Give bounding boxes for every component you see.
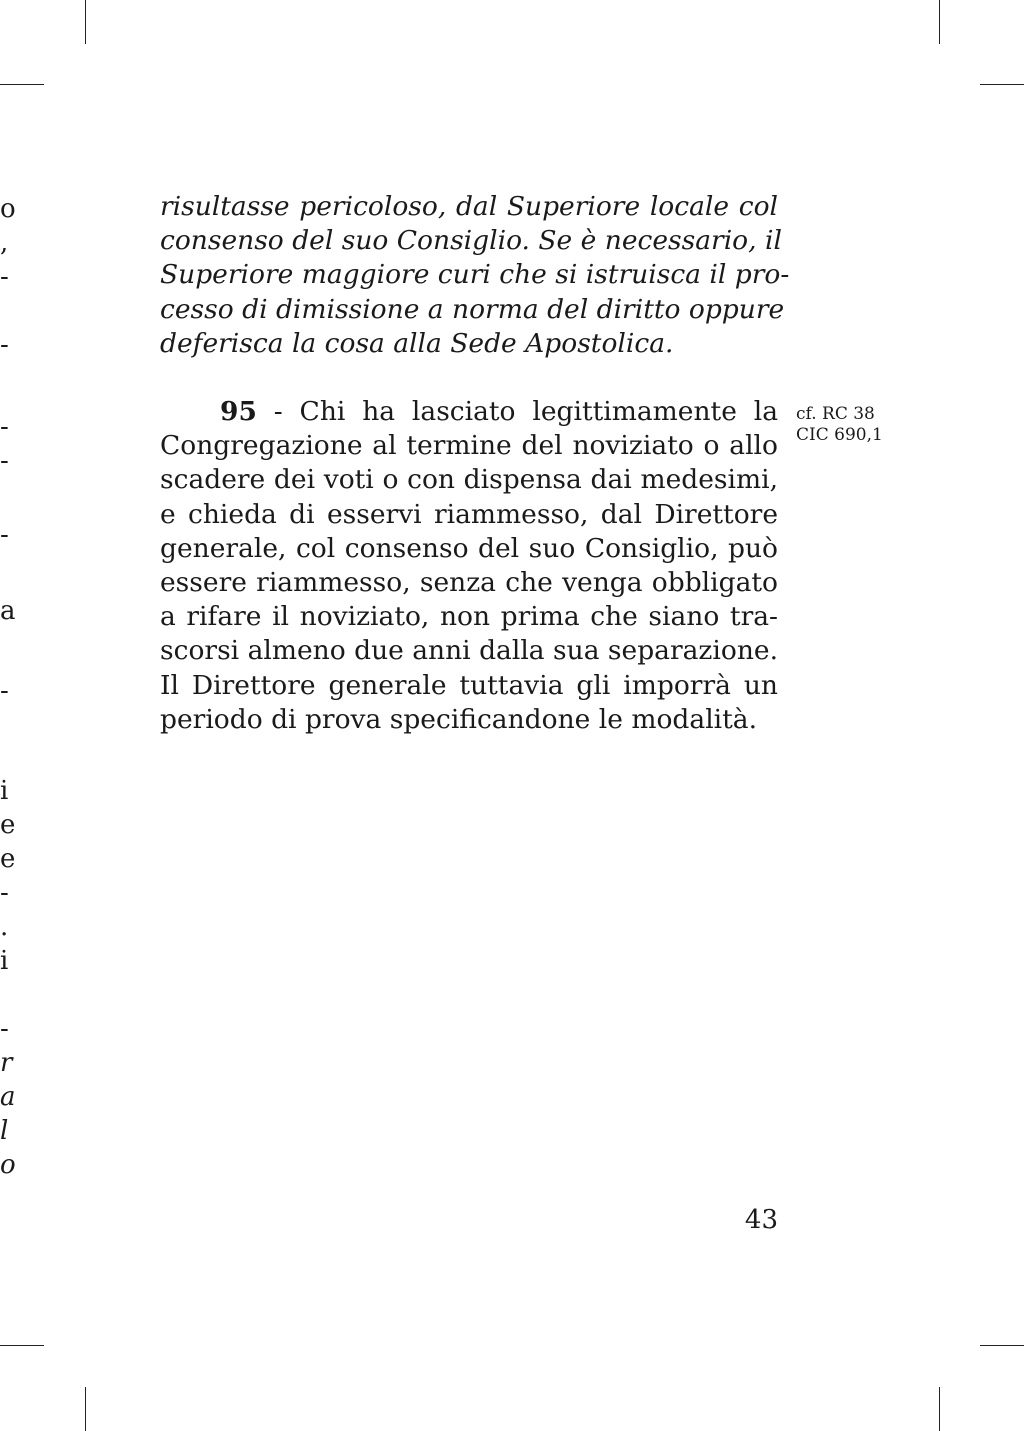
crop-mark-right-bottom	[980, 1345, 1024, 1346]
text-line: cesso di dimissione a norma del diritto oppure	[160, 293, 785, 325]
gutter-fragment: -	[0, 878, 9, 908]
gutter-fragment: .	[0, 912, 9, 942]
gutter-fragment: a	[0, 596, 16, 626]
gutter-fragment: i	[0, 776, 9, 806]
crop-mark-left-bottom	[0, 1345, 44, 1346]
gutter-fragment: -	[0, 676, 9, 706]
paragraph-94-continuation	[160, 190, 790, 361]
margin-reference: cf. RC 38	[796, 404, 875, 424]
paragraph-number: 95	[220, 396, 257, 427]
text-line: - Chi ha lasciato legittimamente la	[256, 396, 778, 427]
gutter-fragment: -	[0, 1014, 9, 1044]
text-line: deferisca la cosa alla Sede Apostolica.	[160, 327, 674, 359]
gutter-fragment: r	[0, 1048, 13, 1078]
crop-mark-bottom-left	[85, 1387, 86, 1431]
gutter-fragment: e	[0, 810, 16, 840]
text-line: scadere dei voti o con dispensa dai medesimi,	[160, 464, 778, 496]
page-number: 43	[744, 1205, 778, 1235]
crop-mark-left-top	[0, 84, 44, 85]
gutter-fragment: o	[0, 194, 16, 224]
gutter-fragment: e	[0, 844, 16, 874]
text-line: essere riammesso, senza che venga obbligato	[160, 567, 778, 599]
gutter-fragment: i	[0, 946, 9, 976]
crop-mark-top-left	[85, 0, 86, 44]
text-line: consenso del suo Consiglio. Se è necessario, il	[160, 225, 782, 257]
gutter-fragment: -	[0, 446, 9, 476]
crop-mark-bottom-right	[939, 1387, 940, 1431]
text-line: a rifare il noviziato, non prima che siano tra-	[160, 601, 778, 633]
text-line: e chieda di esservi riammesso, dal Direttore	[160, 498, 778, 530]
paragraph-first-line	[160, 395, 778, 429]
gutter-fragment: -	[0, 262, 9, 292]
text-line: scorsi almeno due anni dalla sua separazione.	[160, 635, 778, 667]
gutter-fragment: l	[0, 1116, 9, 1146]
paragraph-95	[160, 395, 778, 737]
gutter-fragment: ,	[0, 228, 9, 258]
gutter-fragment: a	[0, 1082, 16, 1112]
crop-mark-right-top	[980, 84, 1024, 85]
text-line: generale, col consenso del suo Consiglio, può	[160, 532, 778, 564]
text-line: Il Direttore generale tuttavia gli imporrà un	[160, 669, 778, 701]
text-line: Congregazione al termine del noviziato o allo	[160, 430, 778, 462]
crop-mark-top-right	[939, 0, 940, 44]
margin-reference: CIC 690,1	[796, 425, 883, 445]
gutter-fragment: o	[0, 1150, 16, 1180]
text-line: periodo di prova specificandone le modalità.	[160, 703, 758, 735]
text-line: risultasse pericoloso, dal Superiore locale col	[160, 191, 778, 222]
gutter-fragment: -	[0, 520, 9, 550]
margin-references	[796, 404, 883, 446]
gutter-fragment: -	[0, 330, 9, 360]
text-line: Superiore maggiore curi che si istruisca il pro-	[160, 259, 790, 291]
gutter-fragment: -	[0, 412, 9, 442]
